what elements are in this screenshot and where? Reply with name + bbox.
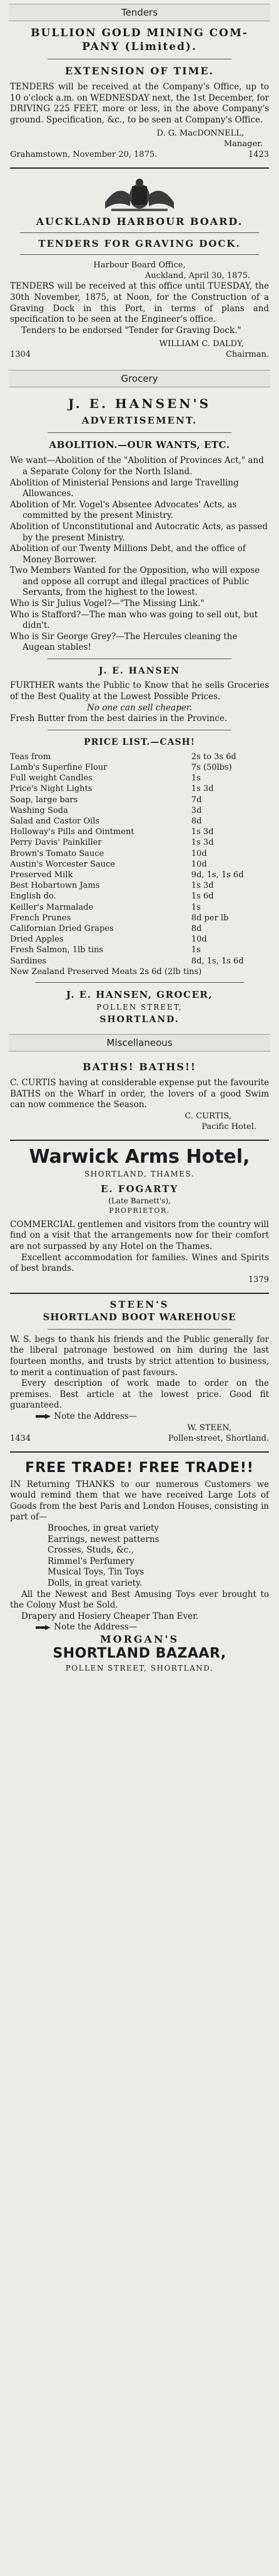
list-item: Who is Sir George Grey?—The Hercules cleaning the Augean stables! [10,631,238,653]
price-item-value: 10d [191,859,207,869]
price-item-name: Full weight Candles [10,773,93,783]
baths-signer: C. CURTIS, [185,1111,231,1121]
price-item-value: 8d [191,817,202,827]
morgan-body: IN Returning THANKS to our numerous Customers we would remind them that we have received Large Lots of Goods from the best Paris and London Houses, consisting in part of— [10,1479,269,1523]
list-item: Abolition of Ministerial Pensions and large Travelling Allowances. [10,477,239,499]
list-item: Two Members Wanted for the Opposition, who will expose and oppose all corrupt and illegal practices of Public Servants, from the highest to the lowest. [10,565,260,598]
list-item: Abolition of Unconstitutional and Autocratic Acts, as passed by the present Ministry. [10,521,268,543]
warwick-title: Warwick Arms Hotel, [29,1145,250,1168]
warwick-ad [0,1141,279,1293]
price-item-value: 1s [191,773,201,783]
price-list-title: PRICE LIST.—CASH! [84,737,195,747]
baths-ad [0,1052,279,1140]
price-item-name: Washing Soda [10,805,68,815]
price-item-value: 1s 6d [191,892,214,902]
section-header-grocery [9,370,270,387]
price-item-value: 1s 3d [191,838,214,848]
list-item: Brooches, in great variety [48,1523,160,1533]
divider [20,232,259,233]
hansen-undersell: No one can sell cheaper. [87,703,192,714]
auckland-signer: WILLIAM C. DALDY, [159,339,244,349]
table-row [10,967,269,977]
baths-body: C. CURTIS having at considerable expense put the favourite BATHS on the Wharf in order, the lovers of a good Swim can now commence the Season. [10,1078,269,1110]
morgan-bazaar: SHORTLAND BAZAAR, [53,1645,226,1661]
bullion-body: TENDERS will be received at the Company's Office, up to 10 o'clock a.m. on WEDNESDAY next, the 1st December, for DRIVING 225 FEET, more or less, in the above Company's ground. Specification, &c., to be seen at Company's Office. [10,82,269,125]
hansen-advert: ADVERTISEMENT. [81,415,198,427]
price-item-name: Teas from [10,752,51,762]
price-item-value: 8d, 1s, 1s 6d [191,956,244,966]
steen-title: STEEN'S [109,1298,170,1310]
morgan-note-label: Note the Address— [54,1622,138,1633]
hansen-wants-list [10,455,269,654]
table-row [10,773,269,783]
price-item-name: Dried Apples [10,935,64,945]
divider [20,254,259,255]
warwick-role: PROPRIETOR. [109,1206,170,1215]
price-item-name: English do. [10,892,56,902]
baths-place: Pacific Hotel. [201,1121,256,1131]
table-row [10,783,269,794]
table-row [10,880,269,891]
price-item-value: 10d [191,935,207,945]
price-item-name: Austin's Worcester Sauce [10,859,115,869]
table-row [10,837,269,848]
steen-repair: Every description of work made to order on the premises. Best article at the lowest price. Good fit guaranteed. [10,1378,269,1411]
morgan-ad [0,1453,279,1681]
auckland-role: Chairman. [225,350,269,360]
steen-signer: W. STEEN, [187,1423,231,1433]
hansen-ad [0,387,279,1034]
auckland-date: Auckland, April 30, 1875. [145,271,250,281]
warwick-extra: Excellent accommodation for families. Wines and Spirits of best brands. [10,1252,269,1274]
price-item-name: Californian Dried Grapes [10,924,114,934]
bullion-place-date: Grahamstown, November 20, 1875. [10,150,158,160]
price-item-value: 7s (50lbs) [191,763,232,773]
section-header-misc [9,1034,270,1052]
price-item-value: 1s [191,945,201,955]
steen-note-label: Note the Address— [54,1411,138,1421]
steen-subtitle: SHORTLAND BOOT WAREHOUSE [43,1311,236,1323]
coat-of-arms-icon [93,177,186,212]
steen-note [10,1411,269,1423]
divider [35,982,244,983]
warwick-place: SHORTLAND, THAMES. [84,1169,195,1178]
hansen-name: J. E. HANSEN [98,666,181,677]
list-item: Abolition of Mr. Vogel's Absentee Advocates' Acts, as committed by the present Ministry. [10,499,237,521]
list-item: Earrings, newest patterns [48,1534,160,1544]
price-item-value: 10d [191,848,207,858]
list-item: Dolls, in great variety. [48,1578,143,1588]
steen-address: Pollen-street, Shortland. [168,1433,269,1443]
bullion-number: 1423 [248,150,269,160]
price-item-value: 1s 3d [191,881,214,891]
price-item-name: Sardines [10,956,47,966]
morgan-note [10,1622,269,1633]
morgan-latest: All the Newest and Best Amusing Toys ever brought to the Colony Must be Sold. [10,1589,269,1611]
divider [48,432,231,433]
hansen-further: FURTHER wants the Public to Know that he sells Groceries of the Best Quality at the Lowest Possible Prices. [10,680,269,702]
list-item: Rimmel's Perfumery [48,1556,134,1566]
hansen-footer-name: J. E. HANSEN, GROCER, [66,989,213,1001]
price-item-value: 2s to 3s 6d [191,752,236,762]
bullion-footer [10,149,269,160]
list-item: Musical Toys, Tin Toys [48,1567,145,1578]
baths-title: BATHS! BATHS!! [83,1061,196,1073]
price-item-name: Holloway's Pills and Ointment [10,827,134,837]
steen-body: W. S. begs to thank his friends and the Public generally for the liberal patronage bestowed on him during the last fourteen months, and trusts by strict attention to business, to merit a continuation of past favours. [10,1334,269,1378]
hansen-butter: Fresh Butter from the best dairies in the Province. [10,714,228,724]
price-item-value: 1s 3d [191,784,214,794]
price-item-name: Salad and Castor Oils [10,817,100,827]
price-item-name: Price's Night Lights [10,784,93,794]
list-item: Who is Stafford?—The man who was going to sell out, but didn't. [10,609,258,631]
price-item-value: 8d [191,924,202,934]
price-item-name: Perry Davis' Painkiller [10,838,102,848]
morgan-shop: MORGAN'S [99,1633,180,1645]
price-item-value: 9d, 1s, 1s 6d [191,870,244,880]
table-row [10,752,269,762]
list-item: Crosses, Studs, &c., [48,1545,134,1556]
section-title: Grocery [121,373,158,385]
pointing-hand-icon [35,1413,51,1420]
table-row [10,805,269,816]
price-item-name: New Zealand Preserved Meats 2s 6d (2lb tins) [10,967,202,977]
warwick-prev: (Late Barnett's), [108,1196,171,1205]
table-row [10,956,269,967]
table-row [10,923,269,934]
list-item: Who is Sir Julius Vogel?—"The Missing Link." [10,599,205,609]
bullion-role: Manager. [223,139,263,149]
price-item-name: French Prunes [10,913,71,923]
table-row [10,891,269,902]
bullion-title: BULLION GOLD MINING COM- PANY (Limited). [31,27,248,53]
section-title: Miscellaneous [106,1037,173,1049]
price-item-name: Fresh Salmon, 1lb tins [10,945,104,955]
morgan-title: FREE TRADE! FREE TRADE!! [25,1460,254,1476]
warwick-number: 1379 [248,1275,269,1285]
table-row [10,762,269,773]
price-item-name: Best Hobartown Jams [10,881,100,891]
price-list-table [10,752,269,977]
auckland-title: AUCKLAND HARBOUR BOARD. [36,216,243,228]
bullion-signer: D. G. MacDONNELL, [156,129,244,139]
auckland-office: Harbour Board Office, [93,261,186,271]
price-item-name: Preserved Milk [10,870,73,880]
section-header-tenders [9,4,270,21]
price-item-name: Lamb's Superfine Flour [10,763,108,773]
morgan-address: POLLEN STREET, SHORTLAND. [65,1663,214,1673]
auckland-endorse: Tenders to be endorsed "Tender for Graving Dock." [21,325,241,336]
hansen-town: SHORTLAND. [99,1015,180,1025]
hansen-street: POLLEN STREET, [96,1003,183,1012]
warwick-body: COMMERCIAL gentlemen and visitors from the country will find on a visit that the arrangements now for their comfort are not surpassed by any Hotel on the Thames. [10,1219,269,1252]
table-row [10,816,269,827]
table-row [10,913,269,923]
hansen-title: J. E. HANSEN'S [68,396,211,412]
auckland-body: TENDERS will be received at this office until TUESDAY, the 30th November, 1875, at Noon, for the Construction of a Graving Dock in this Port, in terms of plans and specification to be seen at the Engineer's office. [10,281,269,325]
steen-ad [0,1294,279,1451]
bullion-ad [0,21,279,167]
table-row [10,870,269,880]
divider [48,1329,231,1330]
list-item: Abolition of our Twenty Millions Debt, and the office of Money Borrower. [10,544,246,565]
morgan-drapery: Drapery and Hosiery Cheaper Than Ever. [21,1611,199,1621]
price-item-name: Keiller's Marmalade [10,902,94,912]
price-item-value: 1s [191,902,201,912]
price-item-value: 3d [191,805,202,815]
steen-number: 1434 [10,1433,31,1443]
warwick-owner: E. FOGARTY [100,1183,179,1195]
bullion-subtitle: EXTENSION OF TIME. [64,65,215,77]
table-row [10,795,269,805]
newspaper-page [0,4,279,2576]
auckland-ad [0,169,279,367]
morgan-goods-list [10,1523,269,1589]
table-row [10,934,269,945]
hansen-abolition: ABOLITION.—OUR WANTS, ETC. [49,439,230,451]
table-row [10,827,269,837]
pointing-hand-icon [35,1624,51,1631]
list-item: We want—Abolition of the "Abolition of Provinces Act," and a Separate Colony for the North Island. [10,455,264,477]
table-row [10,945,269,955]
section-title: Tenders [121,7,158,18]
table-row [10,902,269,913]
steen-footer [10,1433,269,1444]
price-item-value: 8d per lb [191,913,229,923]
auckland-subtitle: TENDERS FOR GRAVING DOCK. [38,238,241,250]
price-item-name: Brown's Tomato Sauce [10,848,104,858]
table-row [10,848,269,859]
price-item-value: 7d [191,795,202,805]
auckland-number: 1304 [10,350,31,360]
price-item-name: Soap, large bars [10,795,78,805]
auckland-footer [10,349,269,360]
price-item-value: 1s 3d [191,827,214,837]
table-row [10,859,269,870]
